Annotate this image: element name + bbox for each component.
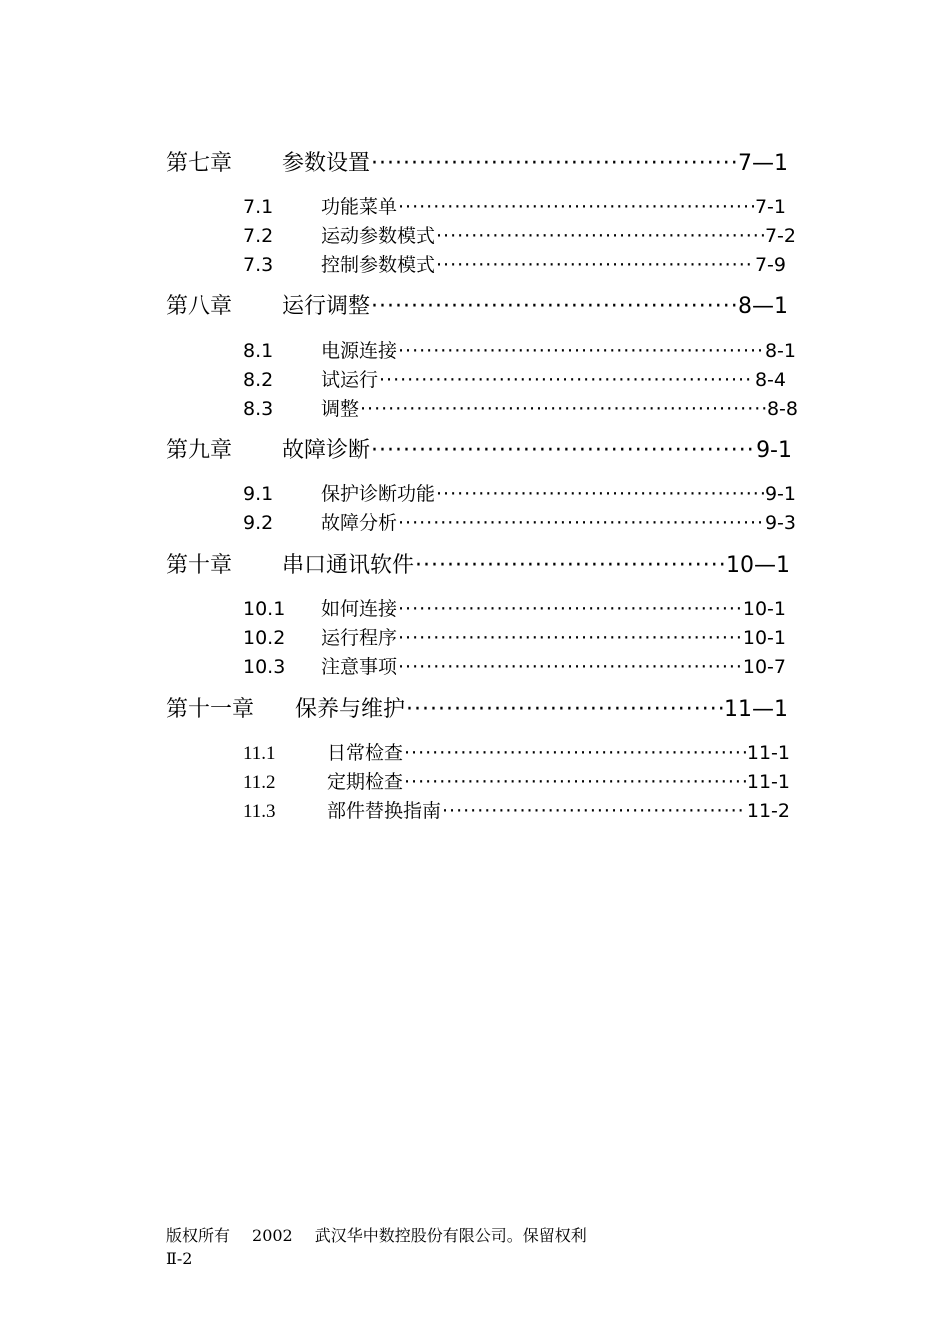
- section-number: 7.3: [243, 254, 274, 276]
- section-number: 9.2: [243, 512, 274, 534]
- page-reference: 11-1: [746, 742, 790, 764]
- section-title: 运动参数模式: [321, 225, 436, 247]
- section-title: 调整: [321, 398, 360, 420]
- toc-section-8-1[interactable]: [243, 336, 796, 362]
- page-reference: 7—1: [738, 151, 788, 176]
- toc-section-11-2[interactable]: [243, 767, 790, 793]
- dot-leader: [415, 553, 725, 578]
- chapter-number: 第九章: [166, 438, 233, 463]
- dot-leader: [398, 627, 742, 649]
- section-title: 故障分析: [321, 512, 398, 534]
- page-reference: 10-1: [742, 598, 786, 620]
- section-number: 7.2: [243, 225, 274, 247]
- page-reference: 7-2: [764, 225, 796, 247]
- page-reference: 7-1: [754, 196, 786, 218]
- toc-chapter-9[interactable]: [166, 433, 792, 463]
- section-title: 电源连接: [321, 340, 398, 362]
- page-reference: 11—1: [724, 697, 788, 722]
- dot-leader: [398, 656, 742, 678]
- section-title: 保护诊断功能: [321, 483, 436, 505]
- toc-section-7-3[interactable]: [243, 250, 786, 276]
- dot-leader: [398, 598, 742, 620]
- chapter-title: 故障诊断: [282, 438, 371, 463]
- dot-leader: [371, 151, 737, 176]
- page-reference: 10-7: [742, 656, 786, 678]
- toc-section-11-3[interactable]: [243, 796, 790, 822]
- dot-leader: [371, 294, 737, 319]
- page-reference: 8—1: [738, 294, 788, 319]
- chapter-title: 保养与维护: [295, 697, 406, 722]
- section-title: 注意事项: [321, 656, 398, 678]
- toc-chapter-7[interactable]: [166, 146, 788, 176]
- section-title: 试运行: [321, 369, 379, 391]
- dot-leader: [442, 800, 746, 822]
- page-reference: 9-3: [764, 512, 796, 534]
- chapter-number: 第十一章: [166, 697, 255, 722]
- section-title: 运行程序: [321, 627, 398, 649]
- page-reference: 7-9: [754, 254, 786, 276]
- section-title: 功能菜单: [321, 196, 398, 218]
- page-reference: 8-8: [766, 398, 798, 420]
- dot-leader: [360, 398, 766, 420]
- copyright-footer: [166, 1223, 609, 1246]
- page-reference: 10-1: [742, 627, 786, 649]
- toc-section-7-2[interactable]: [243, 221, 796, 247]
- toc-section-11-1[interactable]: [243, 738, 790, 764]
- copyright-label: 版权所有: [166, 1226, 231, 1245]
- toc-chapter-10[interactable]: [166, 548, 790, 578]
- page-reference: 10—1: [726, 553, 790, 578]
- section-title: 部件替换指南: [327, 800, 442, 822]
- toc-chapter-8[interactable]: [166, 289, 788, 319]
- dot-leader: [398, 512, 764, 534]
- section-title: 定期检查: [327, 771, 404, 793]
- page-number: Ⅱ-2: [166, 1249, 193, 1268]
- page-reference: 11-2: [746, 800, 790, 822]
- dot-leader: [436, 254, 754, 276]
- section-number: 11.2: [243, 772, 276, 793]
- chapter-number: 第十章: [166, 553, 233, 578]
- toc-section-8-2[interactable]: [243, 365, 786, 391]
- company-name: 武汉华中数控股份有限公司。保留权利: [314, 1226, 587, 1245]
- chapter-title: 参数设置: [282, 151, 371, 176]
- toc-section-9-1[interactable]: [243, 479, 796, 505]
- page-reference: 11-1: [746, 771, 790, 793]
- section-number: 8.2: [243, 369, 274, 391]
- page-reference: 9-1: [756, 438, 792, 463]
- section-number: 11.1: [243, 743, 276, 764]
- copyright-year: 2002: [252, 1226, 293, 1245]
- chapter-number: 第七章: [166, 151, 233, 176]
- toc-chapter-11[interactable]: [166, 692, 788, 722]
- section-number: 10.3: [243, 656, 286, 678]
- dot-leader: [436, 483, 764, 505]
- toc-section-7-1[interactable]: [243, 192, 786, 218]
- dot-leader: [404, 771, 746, 793]
- page-reference: 8-1: [764, 340, 796, 362]
- section-number: 8.3: [243, 398, 274, 420]
- section-title: 日常检查: [327, 742, 404, 764]
- dot-leader: [398, 196, 754, 218]
- dot-leader: [398, 340, 764, 362]
- dot-leader: [379, 369, 754, 391]
- dot-leader: [371, 438, 755, 463]
- chapter-title: 串口通讯软件: [282, 553, 415, 578]
- dot-leader: [436, 225, 764, 247]
- section-number: 9.1: [243, 483, 274, 505]
- dot-leader: [404, 742, 746, 764]
- section-number: 7.1: [243, 196, 274, 218]
- page-reference: 9-1: [764, 483, 796, 505]
- section-title: 如何连接: [321, 598, 398, 620]
- section-number: 11.3: [243, 801, 276, 822]
- chapter-number: 第八章: [166, 294, 233, 319]
- page-reference: 8-4: [754, 369, 786, 391]
- section-number: 10.2: [243, 627, 286, 649]
- section-number: 10.1: [243, 598, 286, 620]
- toc-section-10-1[interactable]: [243, 594, 786, 620]
- toc-section-10-3[interactable]: [243, 652, 786, 678]
- dot-leader: [406, 697, 723, 722]
- toc-section-10-2[interactable]: [243, 623, 786, 649]
- toc-section-9-2[interactable]: [243, 508, 796, 534]
- section-title: 控制参数模式: [321, 254, 436, 276]
- chapter-title: 运行调整: [282, 294, 371, 319]
- toc-section-8-3[interactable]: [243, 394, 798, 420]
- section-number: 8.1: [243, 340, 274, 362]
